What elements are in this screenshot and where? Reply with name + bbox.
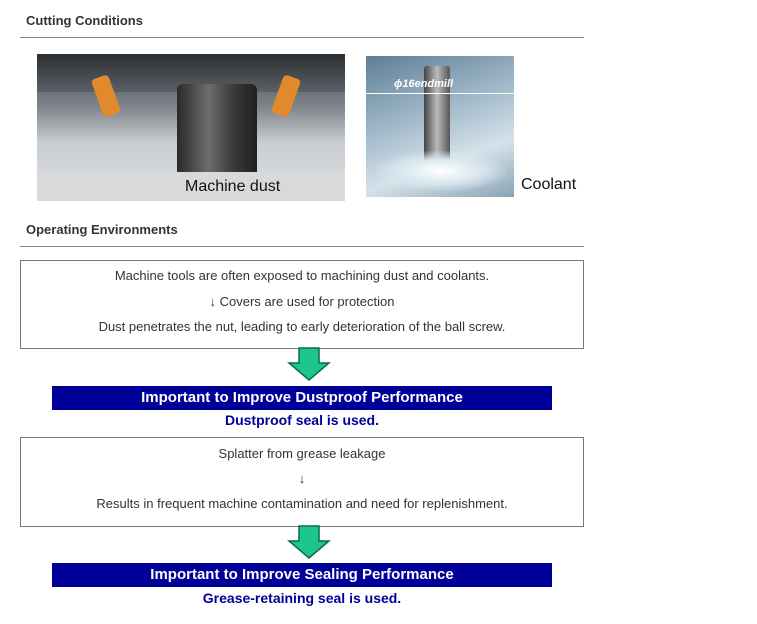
machine-dust-caption: Machine dust bbox=[185, 178, 281, 195]
section-heading-cutting-conditions bbox=[20, 13, 584, 39]
dustproof-subtitle: Dustproof seal is used. bbox=[224, 412, 380, 428]
dust-problem-box bbox=[20, 260, 584, 349]
box-line: Splatter from grease leakage bbox=[218, 446, 386, 461]
box-line: ↓ Covers are used for protection bbox=[209, 294, 395, 309]
endmill-label: ϕ16endmill bbox=[394, 78, 454, 90]
coolant-caption: Coolant bbox=[521, 176, 577, 193]
machine-dust-photo bbox=[37, 54, 345, 201]
spindle-shape bbox=[177, 84, 257, 179]
down-arrow-icon bbox=[287, 347, 331, 381]
dustproof-banner: Important to Improve Dustproof Performance bbox=[52, 386, 552, 410]
section-heading-label: Cutting Conditions bbox=[26, 13, 143, 28]
down-arrow-icon bbox=[287, 525, 331, 559]
box-line: Machine tools are often exposed to machining dust and coolants. bbox=[114, 268, 490, 283]
sealing-subtitle: Grease-retaining seal is used. bbox=[202, 590, 402, 606]
section-heading-label: Operating Environments bbox=[26, 222, 178, 237]
box-line: Results in frequent machine contamination and need for replenishment. bbox=[96, 496, 508, 511]
section-divider bbox=[20, 37, 584, 38]
coolant-splash-shape bbox=[376, 151, 506, 191]
grease-problem-box bbox=[20, 437, 584, 527]
section-divider bbox=[20, 246, 584, 247]
box-line: ↓ bbox=[298, 471, 306, 486]
section-heading-operating-environments bbox=[20, 222, 584, 248]
sealing-banner: Important to Improve Sealing Performance bbox=[52, 563, 552, 587]
tool-callout-line bbox=[366, 93, 514, 94]
coolant-photo bbox=[366, 56, 514, 197]
box-line: Dust penetrates the nut, leading to early deterioration of the ball screw. bbox=[98, 319, 506, 334]
